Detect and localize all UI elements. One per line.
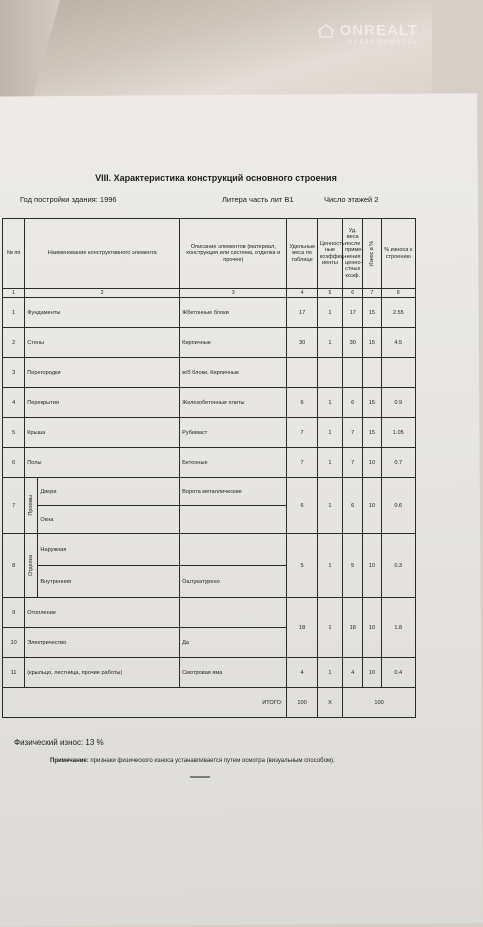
header-coef: Ценность-ные коэффиц-иенты bbox=[317, 219, 342, 289]
group-label: Проемы bbox=[28, 495, 35, 516]
header-wear-building: % износа к строению bbox=[381, 219, 415, 289]
table-row: 5 Крыша Рубимаст 7 1 7 15 1.05 bbox=[3, 418, 416, 448]
column-number-row: 1 2 3 4 5 6 7 8 bbox=[3, 289, 416, 298]
house-logo-icon bbox=[317, 24, 335, 38]
table-row: 7 Проемы Двери Ворота металлические 6 1 6 10 0.6 bbox=[3, 478, 416, 506]
table-row: 2 Стены Кирпичные 30 1 30 15 4.5 bbox=[3, 328, 416, 358]
table-row: 8 Отделка Наружная 5 1 5 10 0.3 bbox=[3, 534, 416, 566]
table-row: 4 Перекрытия Железобетонные плиты 6 1 6 15 0.9 bbox=[3, 388, 416, 418]
document-title: VIII. Характеристика конструкций основного строения bbox=[95, 173, 337, 183]
table-row: 10 Электричество Да bbox=[3, 628, 416, 658]
note-text: признаки физического износа устанавливается путем осмотра (визуальным способом). bbox=[88, 758, 335, 764]
table-row: 1 Фундаменты Жбетонные блоки 17 1 17 15 2.55 bbox=[3, 298, 416, 328]
header-name: Наименование конструктивного элемента bbox=[25, 219, 180, 289]
watermark-brand: ONREALT bbox=[339, 22, 418, 39]
table-row: 11 (крыльцо, лестница, прочие работы) Смотровая яма 4 1 4 10 0.4 bbox=[3, 658, 416, 688]
year-built: Год постройки здания: 1996 bbox=[20, 195, 117, 204]
note-label: Примечание: bbox=[50, 758, 89, 764]
header-desc: Описание элементов (материал, конструкция или система, отделка и прочее) bbox=[180, 219, 287, 289]
header-spec-weight: Удельные веса по таблице bbox=[287, 219, 317, 289]
table-row: 6 Полы Бетонные 7 1 7 10 0.7 bbox=[3, 448, 416, 478]
pen-mark bbox=[190, 776, 210, 778]
structure-table bbox=[2, 218, 416, 718]
group-label: Отделка bbox=[28, 554, 35, 577]
watermark-subtitle: НЕДВИЖИМОСТЬ bbox=[348, 40, 418, 46]
litera: Литера часть лит В1 bbox=[222, 195, 294, 204]
table-row: Внутренняя Оштукатурено bbox=[3, 566, 416, 598]
watermark bbox=[317, 22, 418, 46]
floor-count: Число этажей 2 bbox=[324, 195, 379, 204]
header-num: № пп bbox=[3, 219, 25, 289]
physical-wear: Физический износ: 13 % bbox=[14, 738, 104, 747]
table-header-row bbox=[3, 219, 416, 289]
note bbox=[50, 758, 335, 764]
total-row: ИТОГО: 100 X 100 bbox=[3, 688, 416, 718]
table-row: 9 Отопление 18 1 18 10 1.8 bbox=[3, 598, 416, 628]
header-adj-weight: Уд. веса после приме-нения ценно-стных коэф. bbox=[343, 219, 363, 289]
header-wear-pct: Износ в % bbox=[363, 219, 381, 289]
table-row: 3 Перегородки ж/б блоки, Кирпичные bbox=[3, 358, 416, 388]
table-row: Окна bbox=[3, 506, 416, 534]
